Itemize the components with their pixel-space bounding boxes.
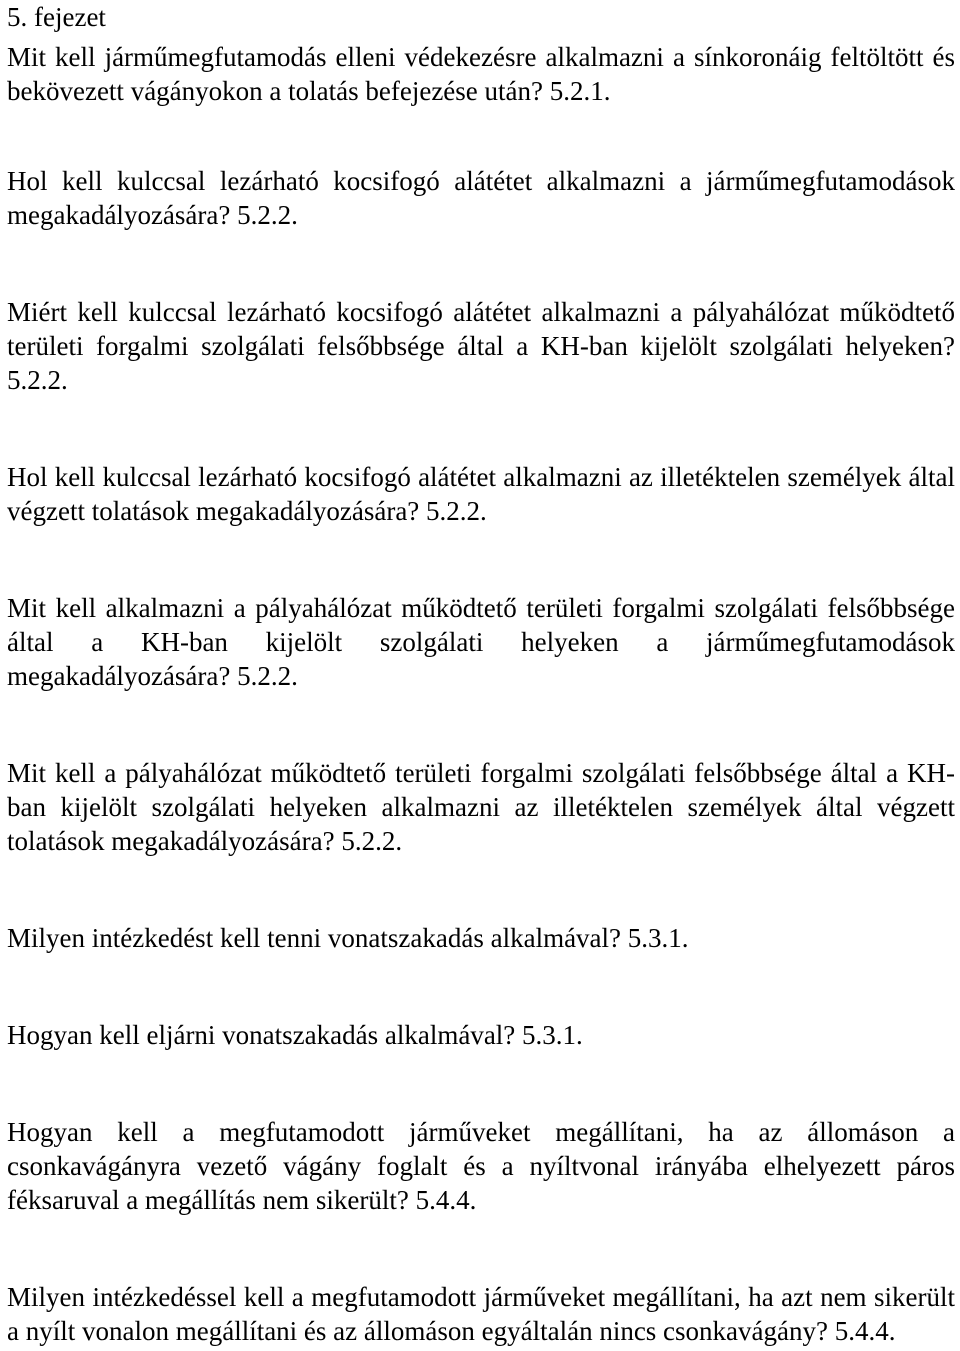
question-3: Miért kell kulccsal lezárható kocsifogó alátétet alkalmazni a pályahálózat működtető területi forgalmi szolgálati felsőbbsége által a KH-ban kijelölt szolgálati helyeken? 5.2.2. [7,297,955,395]
question-7: Milyen intézkedést kell tenni vonatszakadás alkalmával? 5.3.1. [7,923,689,953]
question-6: Mit kell a pályahálózat működtető területi forgalmi szolgálati felsőbbsége által a KH-ban kijelölt szolgálati helyeken alkalmazni az illetéktelen személyek által végzett tolatások megakadályozására? 5.2.2. [7,758,955,856]
chapter-heading: 5. fejezet [7,2,106,32]
question-5: Mit kell alkalmazni a pályahálózat működtető területi forgalmi szolgálati felsőbbsége által a KH-ban kijelölt szolgálati helyeken a járműmegfutamodások megakadályozására? 5.2.2. [7,593,955,691]
question-8: Hogyan kell eljárni vonatszakadás alkalmával? 5.3.1. [7,1020,583,1050]
question-2: Hol kell kulccsal lezárható kocsifogó alátétet alkalmazni a járműmegfutamodások megakadályozására? 5.2.2. [7,166,955,230]
document-page [7,0,955,1348]
question-4: Hol kell kulccsal lezárható kocsifogó alátétet alkalmazni az illetéktelen személyek által végzett tolatások megakadályozására? 5.2.2. [7,462,955,526]
question-9: Hogyan kell a megfutamodott járműveket megállítani, ha az állomáson a csonkavágányra vezető vágány foglalt és a nyíltvonal irányába elhelyezett páros féksaruval a megállítás nem sikerült? 5.4.4. [7,1117,955,1215]
question-10: Milyen intézkedéssel kell a megfutamodott járműveket megállítani, ha azt nem sikerült a nyílt vonalon megállítani és az állomáson egyáltalán nincs csonkavágány? 5.4.4. [7,1282,955,1346]
question-1: Mit kell járműmegfutamodás elleni védekezésre alkalmazni a sínkoronáig feltöltött és bekövezett vágányokon a tolatás befejezése után? 5.2.1. [7,42,955,106]
